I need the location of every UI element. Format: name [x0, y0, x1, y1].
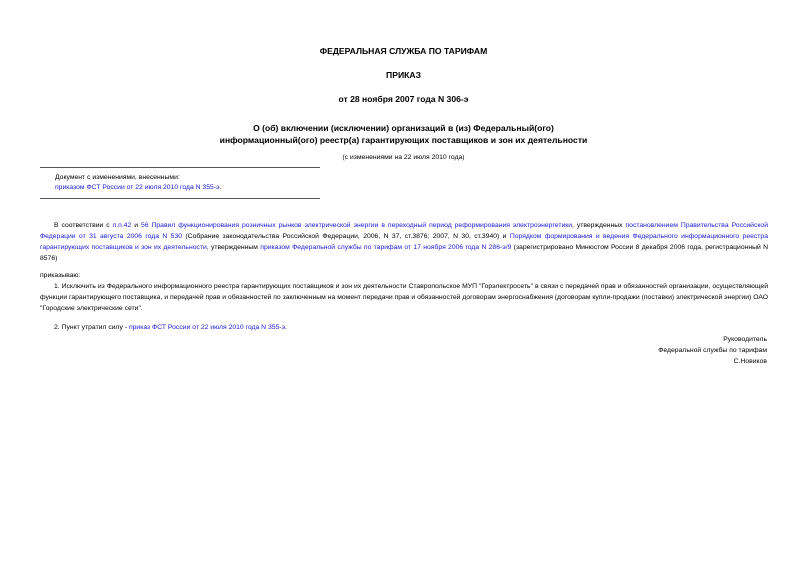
- link-fst-order-355[interactable]: приказ ФСТ России от 22 июля 2010 года N 355-э: [128, 324, 286, 331]
- link-rules-56[interactable]: 56 Правил функционирования розничных рынков электрической энергии в переходный период реформирования электроэнергетики: [141, 222, 573, 229]
- order-item-2: [40, 322, 768, 333]
- link-government-decree[interactable]: постановлением Правительства Российской Федерации от 31 августа 2006 года N 530: [40, 222, 768, 240]
- signature-position: Руководитель: [723, 336, 767, 343]
- preamble-text-2: и: [131, 222, 141, 229]
- link-pp42[interactable]: п.п.42: [112, 222, 132, 229]
- edition-link[interactable]: приказом ФСТ России от 22 июля 2010 года N 355-э.: [55, 184, 222, 191]
- link-fst-order-286[interactable]: приказом Федеральной службы по тарифам от 17 ноября 2006 года N 286-э/9: [260, 244, 512, 251]
- item-2-text: 2. Пункт утратил силу -: [54, 324, 129, 331]
- edition-bottom-divider: [40, 198, 320, 199]
- order-item-1: 1. Исключить из Федерального информационного реестра гарантирующих поставщиков и зон их деятельности Ставропольское МУП "Горэлектросеть" в связи с передачей прав и обязанностей организации, осуществляющей функции гарантирующего поставщика, и передачей прав и обязанностей по заключенным на момент передачи прав и обязанностей договорам энергоснабжения (договорам купли-продажи (поставки) электрической энергии) ОАО "Городские электрические сети".: [40, 283, 768, 312]
- document-date-number: от 28 ноября 2007 года N 306-э: [338, 94, 469, 104]
- preamble-text-4: (Собрание законодательства Российской Федерации, 2006, N 37, ст.3876; 2007, N 30, ст.3940) и: [182, 233, 510, 240]
- document-title: [0, 122, 807, 146]
- edition-box: [55, 173, 320, 193]
- document-type: ПРИКАЗ: [386, 70, 421, 80]
- preamble-text-6: (зарегистрировано Минюстом России 8 декабря 2006 года, регистрационный N 8576): [40, 244, 768, 262]
- signature-organization: Федеральной службы по тарифам: [658, 347, 767, 354]
- agency-name: ФЕДЕРАЛЬНАЯ СЛУЖБА ПО ТАРИФАМ: [319, 46, 488, 56]
- signature-name: С.Новиков: [733, 358, 767, 365]
- edition-caption: Документ с изменениями, внесенными:: [55, 174, 180, 181]
- link-registry-procedure[interactable]: Порядком формирования и ведения Федерального информационного реестра гарантирующих поставщиков и зон их деятельности: [40, 233, 768, 251]
- preamble-paragraph: [40, 220, 768, 264]
- signature-block: [658, 334, 767, 367]
- preamble-text-5: , утвержденным: [206, 244, 261, 251]
- ordered-word: приказываю:: [40, 272, 81, 279]
- edition-top-divider: [40, 167, 320, 168]
- title-line-1: О (об) включении (исключении) организаций в (из) Федеральный(ого): [253, 123, 554, 133]
- title-line-2: информационный(ого) реестр(а) гарантирующих поставщиков и зон их деятельности: [219, 135, 588, 145]
- changes-note: (с изменениями на 22 июля 2010 года): [342, 154, 465, 161]
- preamble-text-1: В соответствии с: [54, 222, 113, 229]
- item-2-end: .: [285, 324, 287, 331]
- preamble-text-3: , утвержденных: [572, 222, 626, 229]
